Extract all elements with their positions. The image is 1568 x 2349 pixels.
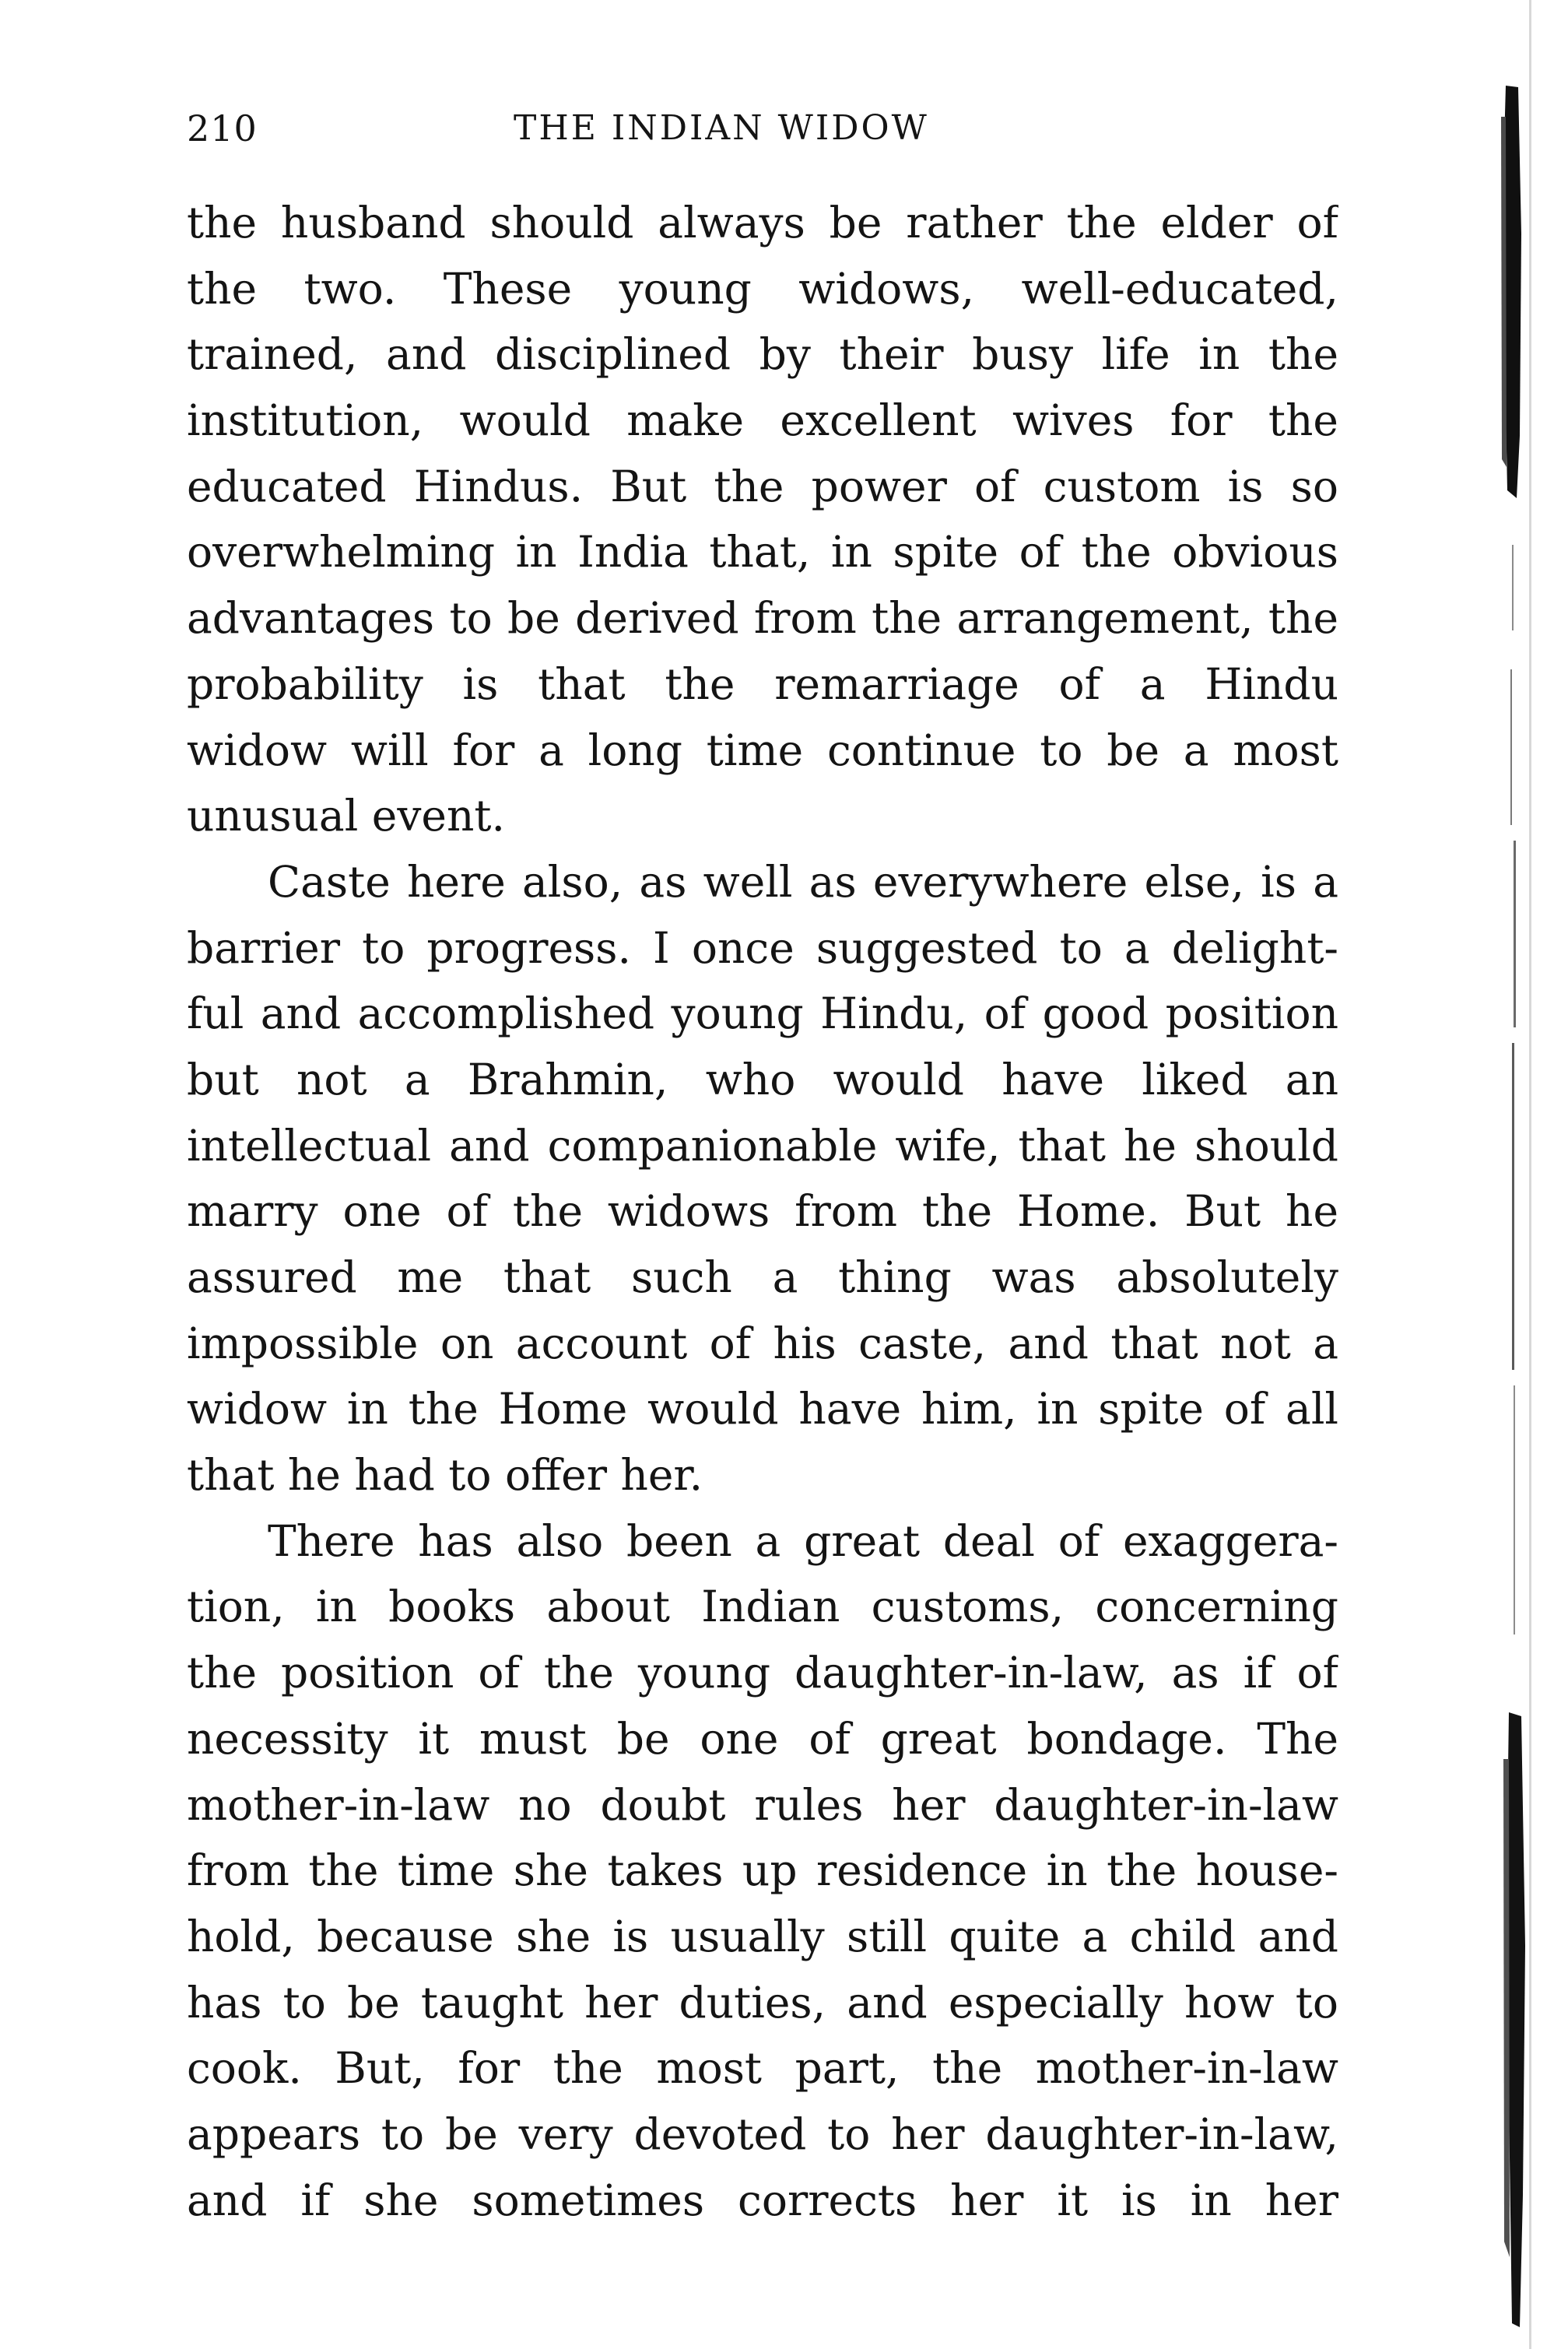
text-line: widow will for a long time continue to be a most [187, 725, 1338, 775]
paragraph-start-line: There has also been a great deal of exaggera- [268, 1515, 1338, 1566]
text-line: intellectual and companionable wife, that he should [187, 1120, 1338, 1171]
text-line: appears to be very devoted to her daughter-in-law, [187, 2108, 1338, 2159]
text-line: hold, because she is usually still quite a child and [187, 1911, 1338, 1961]
text-line: impossible on account of his caste, and that not a [187, 1318, 1338, 1368]
text-line: ful and accomplished young Hindu, of good position [187, 988, 1338, 1039]
text-line: from the time she takes up residence in the house- [187, 1845, 1338, 1896]
text-line: trained, and disciplined by their busy life in the [187, 329, 1338, 380]
text-line: probability is that the remarriage of a Hindu [187, 658, 1338, 709]
text-line: widow in the Home would have him, in spite of all [187, 1384, 1338, 1434]
text-line: assured me that such a thing was absolutely [187, 1252, 1338, 1302]
text-line: educated Hindus. But the power of custom is so [187, 461, 1338, 511]
text-line: but not a Brahmin, who would have liked an [187, 1054, 1338, 1104]
text-line: tion, in books about Indian customs, concerning [187, 1582, 1338, 1632]
running-title: THE INDIAN WIDOW [514, 108, 929, 148]
text-line: necessity it must be one of great bondage. The [187, 1713, 1338, 1764]
paragraph-end-line: unusual event. [187, 791, 505, 841]
text-line: overwhelming in India that, in spite of the obvious [187, 527, 1338, 578]
paragraph-start-line: Caste here also, as well as everywhere else, is a [268, 856, 1338, 907]
text-line: the two. These young widows, well-educated, [187, 263, 1338, 314]
text-line: barrier to progress. I once suggested to a delight- [187, 922, 1338, 973]
binding-edge-shadow [1482, 0, 1568, 2349]
text-line: has to be taught her duties, and especially how to [187, 1977, 1338, 2028]
text-line: institution, would make excellent wives for the [187, 395, 1338, 446]
text-line: marry one of the widows from the Home. But he [187, 1186, 1338, 1237]
text-line: cook. But, for the most part, the mother-in-law [187, 2043, 1338, 2094]
text-line: the position of the young daughter-in-law, as if of [187, 1648, 1338, 1698]
text-line: mother-in-law no doubt rules her daughter-in-law [187, 1779, 1338, 1830]
page-number: 210 [187, 107, 258, 149]
body-text [187, 190, 1338, 2233]
text-line: advantages to be derived from the arrangement, the [187, 593, 1338, 644]
paragraph-end-line: that he had to offer her. [187, 1450, 703, 1501]
text-line: the husband should always be rather the elder of [187, 198, 1338, 248]
text-line: and if she sometimes corrects her it is in her [187, 2175, 1338, 2225]
running-head [187, 101, 1338, 156]
